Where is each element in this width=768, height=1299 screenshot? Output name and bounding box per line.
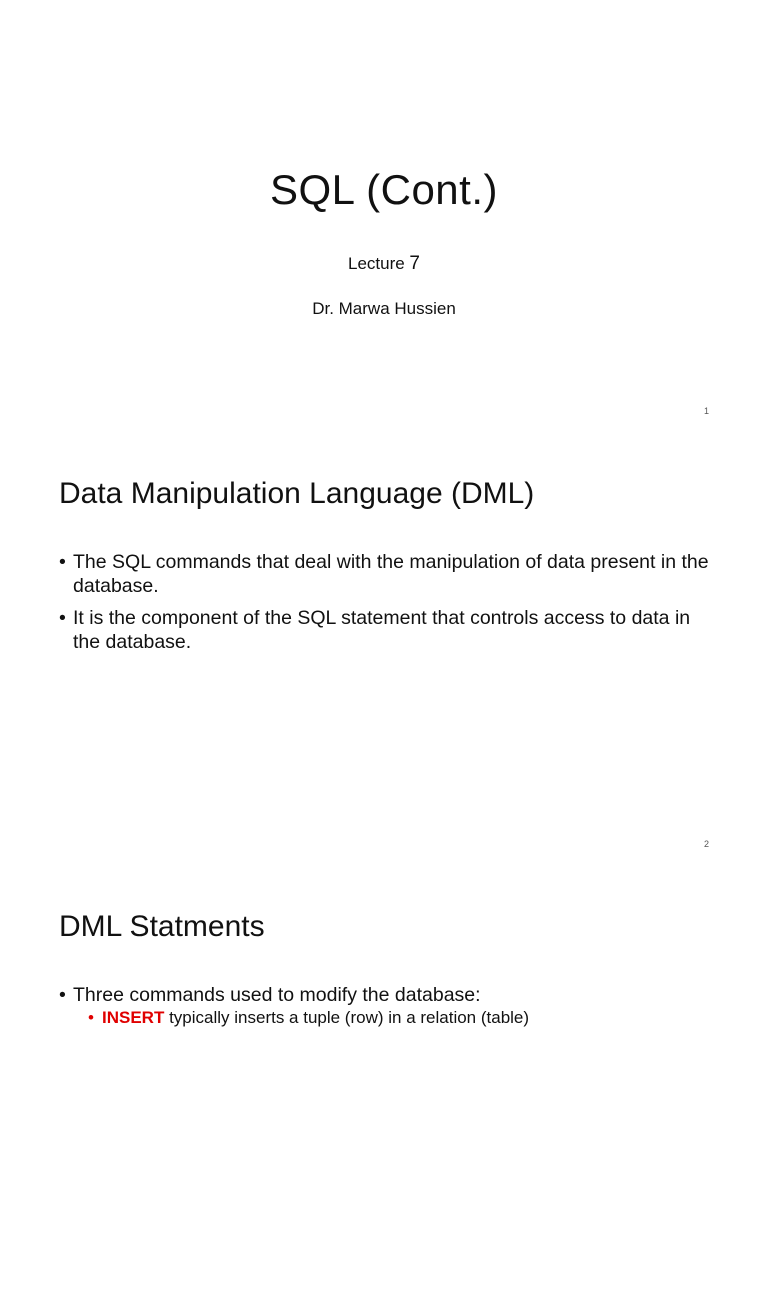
lecture-line (0, 253, 768, 275)
sub-bullet-item (73, 1007, 709, 1029)
slide-heading: Data Manipulation Language (DML) (59, 477, 535, 510)
slide-1 (0, 0, 768, 433)
slide-title: SQL (Cont.) (269, 166, 498, 213)
bullet-list (59, 550, 709, 662)
bullet-text: Three commands used to modify the database: (73, 984, 481, 1006)
slide-3 (0, 866, 768, 1299)
page-number: 2 (703, 839, 709, 849)
bullet-item: • It is the component of the SQL statement that controls access to data in the database. (59, 606, 709, 654)
sub-bullet-list (73, 1007, 709, 1029)
sub-bullet-text: typically inserts a tuple (row) in a relation (table) (164, 1008, 530, 1027)
bullet-list (59, 983, 709, 1037)
lecture-label: Lecture (347, 254, 405, 273)
bullet-item: • The SQL commands that deal with the manipulation of data present in the database. (59, 550, 709, 598)
author-name: Dr. Marwa Hussien (312, 299, 456, 318)
lecture-number: 7 (409, 253, 420, 274)
slide-2 (0, 433, 768, 866)
bullet-item (59, 983, 709, 1029)
page-number: 1 (703, 406, 709, 416)
sql-keyword: INSERT (102, 1008, 165, 1027)
slide-heading: DML Statments (59, 910, 265, 943)
